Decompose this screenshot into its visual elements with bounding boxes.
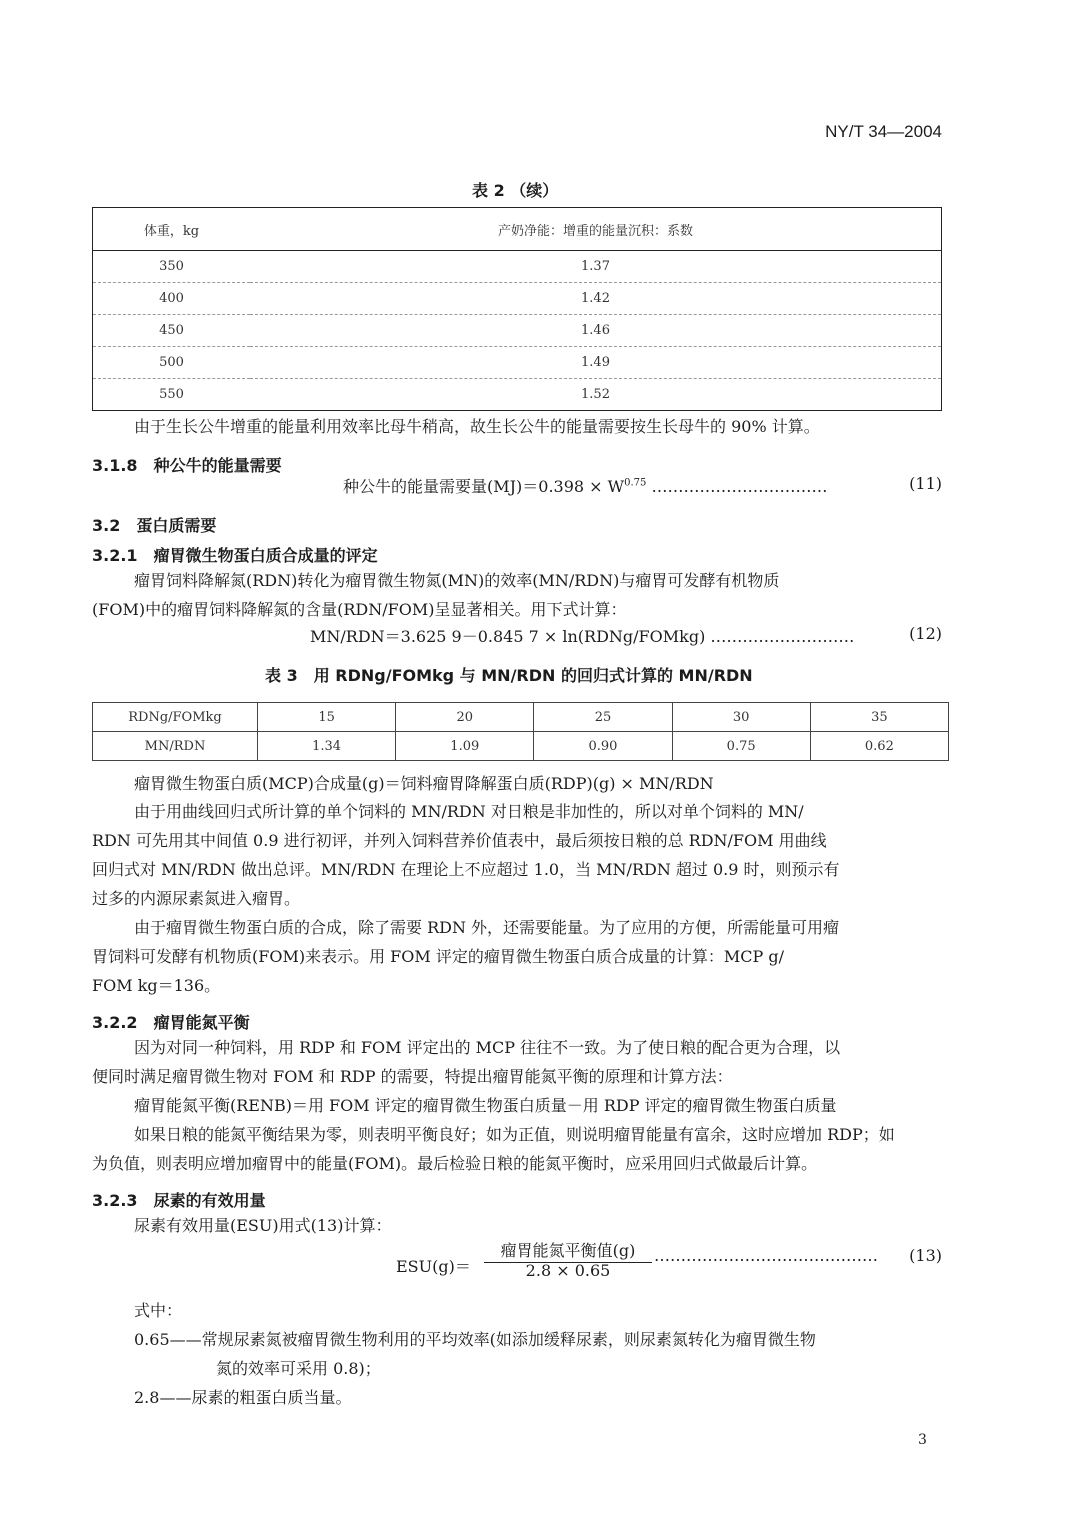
equation-dots: ……………………………: [651, 477, 828, 496]
table3-cell: 35: [810, 703, 948, 732]
para-renb-line1: 因为对同一种饲料，用 RDP 和 FOM 评定出的 MCP 往往不一致。为了使日粮的配合更为合理，以: [134, 1038, 841, 1057]
table3-row-label: MN/RDN: [93, 732, 258, 761]
section-3-1-8: [92, 453, 282, 476]
equation-13-denominator: 2.8 × 0.65: [525, 1261, 611, 1280]
table-row: [93, 379, 942, 411]
para-energy-line1: 由于瘤胃微生物蛋白质的合成，除了需要 RDN 外，还需要能量。为了应用的方便，所需能量可用瘤: [134, 918, 840, 937]
table2: [92, 207, 942, 411]
section-3-2-2: [92, 1010, 250, 1033]
section-3-2: [92, 513, 216, 536]
table3-cell: 30: [672, 703, 810, 732]
para-bull: 由于生长公牛增重的能量利用效率比母牛稍高，故生长公牛的能量需要按生长母牛的 90% 计算。: [134, 417, 820, 436]
table3-cell: 20: [396, 703, 534, 732]
para-curve-line2: RDN 可先用其中间值 0.9 进行初评，并列入饲料营养价值表中，最后须按日粮的总 RDN/FOM 用曲线: [92, 831, 827, 850]
page-number: 3: [918, 1432, 927, 1448]
section-title: 瘤胃能氮平衡: [153, 1013, 250, 1032]
para-rdn-line1: 瘤胃饲料降解氮(RDN)转化为瘤胃微生物氮(MN)的效率(MN/RDN)与瘤胃可发酵有机物质: [134, 571, 780, 590]
table2-caption: 表 2 （续）: [472, 181, 559, 200]
table2-coef: 1.52: [581, 387, 610, 402]
section-title: 蛋白质需要: [136, 516, 217, 535]
table2-col-weight: 体重，kg: [93, 208, 251, 251]
para-curve-line1: 由于用曲线回归式所计算的单个饲料的 MN/RDN 对日粮是非加性的，所以对单个饲料的 MN/: [134, 802, 804, 821]
equation-11: [343, 474, 827, 497]
table-row: [93, 732, 949, 761]
table3-cell: 0.90: [534, 732, 672, 761]
table2-coef: 1.42: [250, 283, 942, 315]
equation-dots: ………………………: [710, 627, 855, 646]
equation-exponent: 0.75: [624, 477, 647, 489]
equation-12-number: (12): [909, 624, 942, 643]
para-renb-line4: 如果日粮的能氮平衡结果为零，则表明平衡良好；如为正值，则说明瘤胃能量有富余，这时应增加 RDP；如: [134, 1125, 895, 1144]
table2-coef: 1.49: [250, 347, 942, 379]
para-renb-line5: 为负值，则表明应增加瘤胃中的能量(FOM)。最后检验日粮的能氮平衡时，应采用回归式做最后计算。: [92, 1154, 818, 1173]
table-row: [93, 251, 942, 283]
section-number: 3.2.2: [92, 1013, 138, 1032]
para-curve-line3: 回归式对 MN/RDN 做出总评。MN/RDN 在理论上不应超过 1.0，当 MN/RDN 超过 0.9 时，则预示有: [92, 860, 840, 879]
equation-13-number: (13): [909, 1246, 942, 1265]
table3-cell: 25: [534, 703, 672, 732]
table3-cell: 15: [258, 703, 396, 732]
table-row: [93, 347, 942, 379]
equation-13-numerator: 瘤胃能氮平衡值(g): [484, 1238, 652, 1263]
equation-13-dots: ……………………………………: [654, 1246, 878, 1265]
section-3-2-1: [92, 543, 378, 566]
para-renb-line2: 便同时满足瘤胃微生物对 FOM 和 RDP 的需要，特提出瘤胃能氮平衡的原理和计算方法：: [92, 1067, 733, 1086]
where-label: 式中：: [134, 1301, 183, 1320]
table2-weight: 450: [93, 315, 251, 347]
table-row: [93, 315, 942, 347]
para-mcp: 瘤胃微生物蛋白质(MCP)合成量(g)＝饲料瘤胃降解蛋白质(RDP)(g) × MN/RDN: [134, 774, 714, 793]
table-row: [93, 703, 949, 732]
section-title: 尿素的有效用量: [153, 1191, 266, 1210]
equation-11-number: (11): [909, 474, 942, 493]
table2-coef: 1.37: [250, 251, 942, 283]
para-renb-line3: 瘤胃能氮平衡(RENB)＝用 FOM 评定的瘤胃微生物蛋白质量－用 RDP 评定的瘤胃微生物蛋白质量: [134, 1096, 837, 1115]
table2-weight: 400: [93, 283, 251, 315]
definition-0-65-line1: 0.65——常规尿素氮被瘤胃微生物利用的平均效率(如添加缓释尿素，则尿素氮转化为瘤胃微生物: [134, 1330, 816, 1349]
section-number: 3.2: [92, 516, 121, 535]
equation-text: 种公牛的能量需要量(MJ)＝0.398 × W: [343, 477, 625, 496]
section-number: 3.2.3: [92, 1191, 138, 1210]
section-number: 3.2.1: [92, 546, 138, 565]
definition-2-8: 2.8——尿素的粗蛋白质当量。: [134, 1388, 352, 1407]
para-esu: 尿素有效用量(ESU)用式(13)计算：: [134, 1216, 392, 1235]
para-energy-line2: 胃饲料可发酵有机物质(FOM)来表示。用 FOM 评定的瘤胃微生物蛋白质合成量的计算：MCP g/: [92, 947, 784, 966]
table3-cell: 0.75: [672, 732, 810, 761]
table2-coef: 1.46: [250, 315, 942, 347]
para-energy-line3: FOM kg＝136。: [92, 976, 221, 995]
table3: [92, 702, 949, 761]
table2-weight: 500: [93, 347, 251, 379]
table2-weight: 350: [93, 251, 251, 283]
equation-13-lhs: ESU(g)＝: [396, 1257, 471, 1276]
table3-cell: 1.34: [258, 732, 396, 761]
table3-caption: 表 3 用 RDNg/FOMkg 与 MN/RDN 的回归式计算的 MN/RDN: [265, 666, 753, 685]
table3-cell: 0.62: [810, 732, 948, 761]
para-rdn-line2: (FOM)中的瘤胃饲料降解氮的含量(RDN/FOM)呈显著相关。用下式计算：: [92, 600, 627, 619]
section-title: 瘤胃微生物蛋白质合成量的评定: [153, 546, 378, 565]
equation-12: [310, 624, 854, 647]
section-number: 3.1.8: [92, 456, 138, 475]
section-3-2-3: [92, 1188, 266, 1211]
table-row: [93, 283, 942, 315]
doc-code: NY/T 34—2004: [825, 122, 942, 141]
section-title: 种公牛的能量需要: [153, 456, 282, 475]
equation-text: MN/RDN＝3.625 9－0.845 7 × ln(RDNg/FOMkg): [310, 627, 706, 646]
definition-0-65-line2: 氮的效率可采用 0.8)；: [216, 1359, 381, 1378]
table3-cell: 1.09: [396, 732, 534, 761]
table2-col-coef: 产奶净能：增重的能量沉积：系数: [250, 208, 942, 251]
table3-row-label: RDNg/FOMkg: [93, 703, 258, 732]
table2-weight: 550: [159, 387, 184, 402]
para-curve-line4: 过多的内源尿素氮进入瘤胃。: [92, 889, 301, 908]
